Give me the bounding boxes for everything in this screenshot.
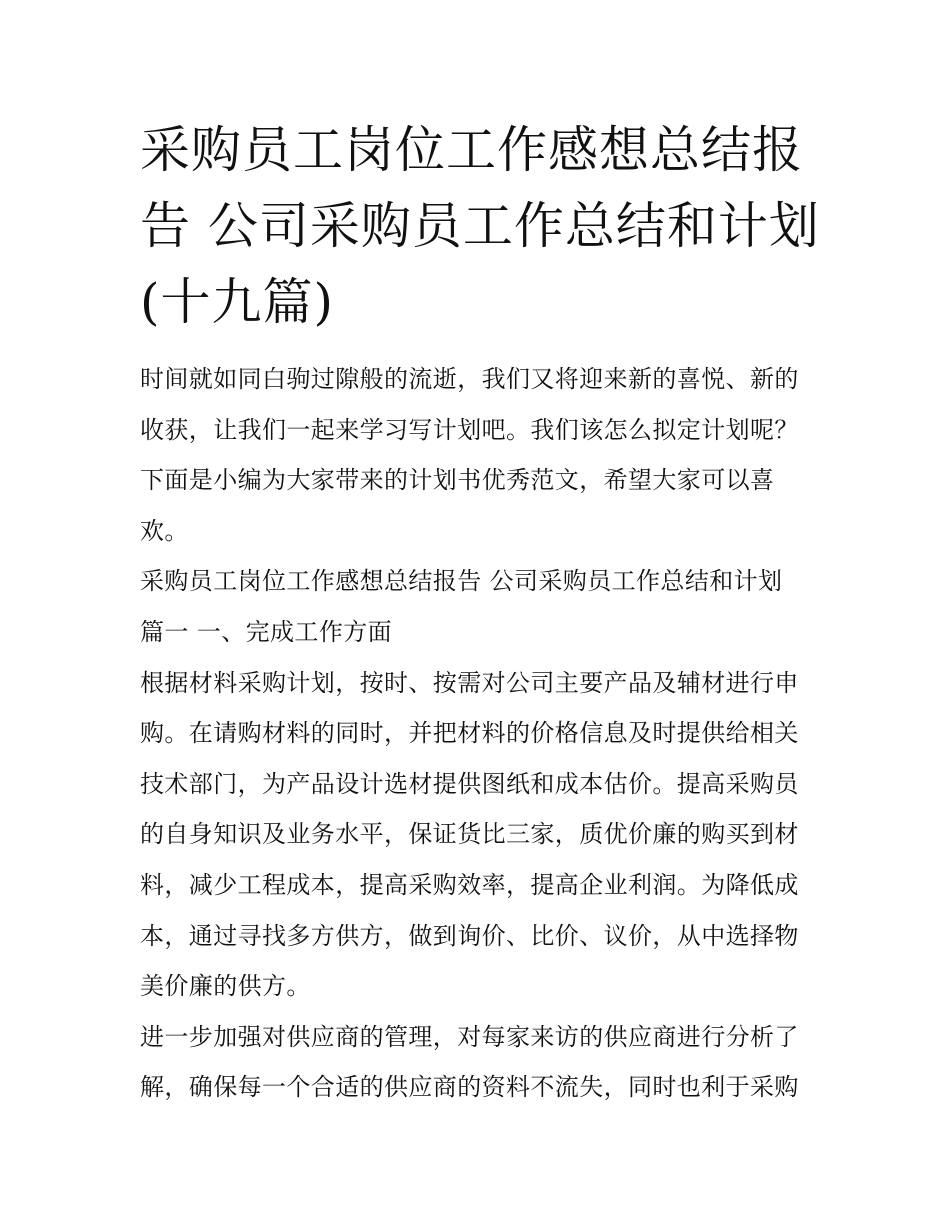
- intro-paragraph: [140, 354, 820, 556]
- text-line: 下面是小编为大家带来的计划书优秀范文，希望大家可以喜: [140, 466, 775, 495]
- section-heading-paragraph: [140, 556, 820, 657]
- text-line: 美价廉的供方。: [140, 972, 311, 1001]
- text-line: 技术部门，为产品设计选材提供图纸和成本估价。提高采购员: [140, 769, 799, 798]
- text-line: 时间就如同白驹过隙般的流逝，我们又将迎来新的喜悦、新的: [140, 365, 799, 393]
- text-line: 的自身知识及业务水平，保证货比三家，质优价廉的购买到材: [140, 820, 799, 849]
- document-title: [140, 112, 820, 340]
- text-line: 解，确保每一个合适的供应商的资料不流失，同时也利于采购: [140, 1073, 799, 1102]
- title-line: 告 公司采购员工作总结和计划: [140, 197, 820, 255]
- text-line: 料，减少工程成本，提高采购效率，提高企业利润。为降低成: [140, 870, 799, 899]
- text-line: 篇一 一、完成工作方面: [140, 617, 393, 646]
- title-line: 采购员工岗位工作感想总结报: [140, 121, 803, 179]
- text-line: 欢。: [140, 516, 189, 545]
- text-line: 根据材料采购计划，按时、按需对公司主要产品及辅材进行申: [140, 668, 799, 697]
- document-page: [140, 112, 820, 1113]
- text-line: 购。在请购材料的同时，并把材料的价格信息及时提供给相关: [140, 719, 799, 748]
- supplier-paragraph: [140, 1012, 820, 1113]
- document-body: [140, 354, 820, 1113]
- text-line: 采购员工岗位工作感想总结报告 公司采购员工作总结和计划: [140, 567, 783, 596]
- text-line: 进一步加强对供应商的管理，对每家来访的供应商进行分析了: [140, 1022, 799, 1051]
- text-line: 本，通过寻找多方供方，做到询价、比价、议价，从中选择物: [140, 921, 799, 950]
- text-line: 收获，让我们一起来学习写计划吧。我们该怎么拟定计划呢？: [140, 415, 799, 444]
- title-line: (十九篇): [140, 273, 335, 331]
- procurement-paragraph: [140, 658, 820, 1012]
